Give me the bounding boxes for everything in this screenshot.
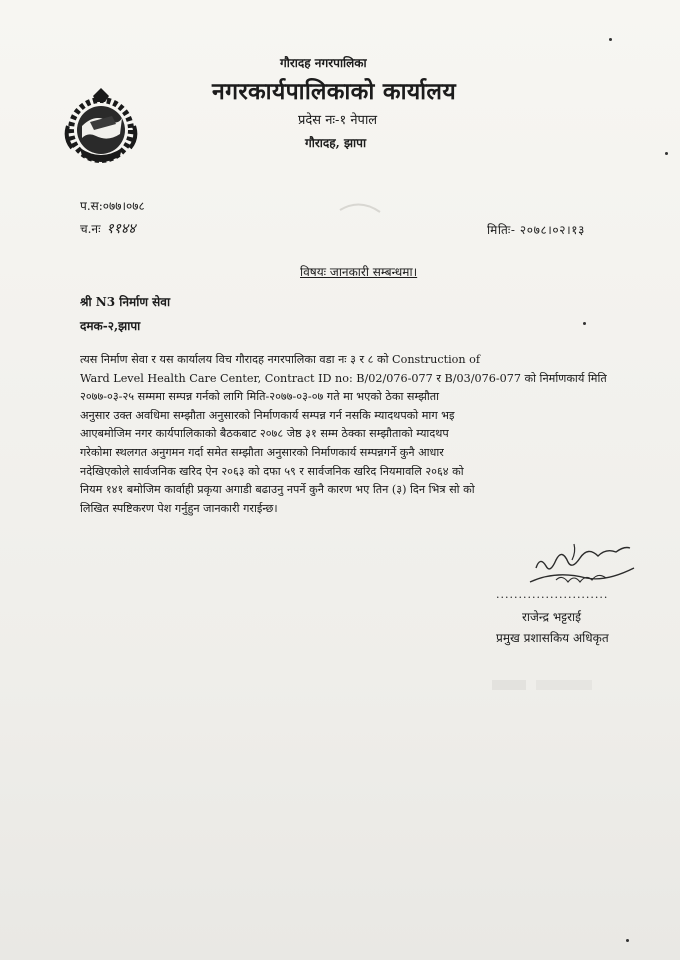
subject-line: विषयः जानकारी सम्बन्धमा। <box>300 265 418 279</box>
body-line: Ward Level Health Care Center, Contract ID no: B/02/076-077 र B/03/076-077 को निर्माणकार्य मिति <box>80 371 607 385</box>
chalani-label: च.नः <box>80 222 101 236</box>
body-line: लिखित स्पष्टिकरण पेश गर्नुहुन जानकारी गराईन्छ। <box>80 501 278 515</box>
body-line: त्यस निर्माण सेवा र यस कार्यालय विच गौरादह नगरपालिका वडा नः ३ र ८ को Construction of <box>80 353 481 366</box>
body-line: आएबमोजिम नगर कार्यपालिकाको बैठकबाट २०७८ जेष्ठ ३१ सम्म ठेक्का सम्झौताको म्यादथप <box>80 427 449 441</box>
patra-sankhya: प.स:०७७।०७८ <box>80 199 145 213</box>
recipient-address: दमक-२,झापा <box>80 319 141 333</box>
municipality-name: गौरादह नगरपालिका <box>280 56 367 70</box>
handwritten-signature <box>516 538 636 592</box>
signatory-name: राजेन्द्र भट्टराई <box>522 610 582 624</box>
stray-mark <box>665 152 668 155</box>
faint-stamp-bleed <box>492 676 622 694</box>
municipality-emblem <box>60 86 142 168</box>
body-line: अनुसार उक्त अवधिमा सम्झौता अनुसारको निर्माणकार्य सम्पन्न गर्न नसकि म्यादथपको माग भइ <box>80 408 455 422</box>
stray-mark <box>583 322 586 325</box>
chalani-number: ११४४ <box>106 221 136 237</box>
chalani-line <box>80 219 135 238</box>
stray-mark <box>609 38 612 41</box>
body-line: २०७७-०३-२५ सम्ममा सम्पन्न गर्नको लागि मिति-२०७७-०३-०७ गते मा भएको ठेका सम्झौता <box>80 390 440 404</box>
body-line: नदेखिएकोले सार्वजनिक खरिद ऐन २०६३ को दफा ५९ र सार्वजनिक खरिद नियमावलि २०६४ को <box>80 464 464 478</box>
body-line: गरेकोमा स्थलगत अनुगमन गर्दा समेत सम्झौता अनुसारको निर्माणकार्य सम्पन्नगर्ने कुनै आधार <box>80 445 444 459</box>
signatory-title: प्रमुख प्रशासकिय अधिकृत <box>496 631 609 645</box>
recipient-name: श्री N3 निर्माण सेवा <box>80 295 171 309</box>
province-line: प्रदेस नः-१ नेपाल <box>298 113 378 128</box>
letter-body <box>80 351 628 518</box>
letter-date: मितिः- २०७८।०२।१३ <box>487 223 585 237</box>
stray-mark <box>626 939 629 942</box>
body-line: नियम १४१ बमोजिम कार्वाही प्रकृया अगाडी बढाउनु नपर्ने कुनै कारण भए तिन (३) दिन भित्र सो को <box>80 483 475 497</box>
signature-dotted-line: ......................... <box>496 588 609 601</box>
office-title: नगरकार्यपालिकाको कार्यालय <box>212 78 456 105</box>
faint-bleed-mark <box>330 190 400 230</box>
office-address: गौरादह, झापा <box>305 136 367 150</box>
